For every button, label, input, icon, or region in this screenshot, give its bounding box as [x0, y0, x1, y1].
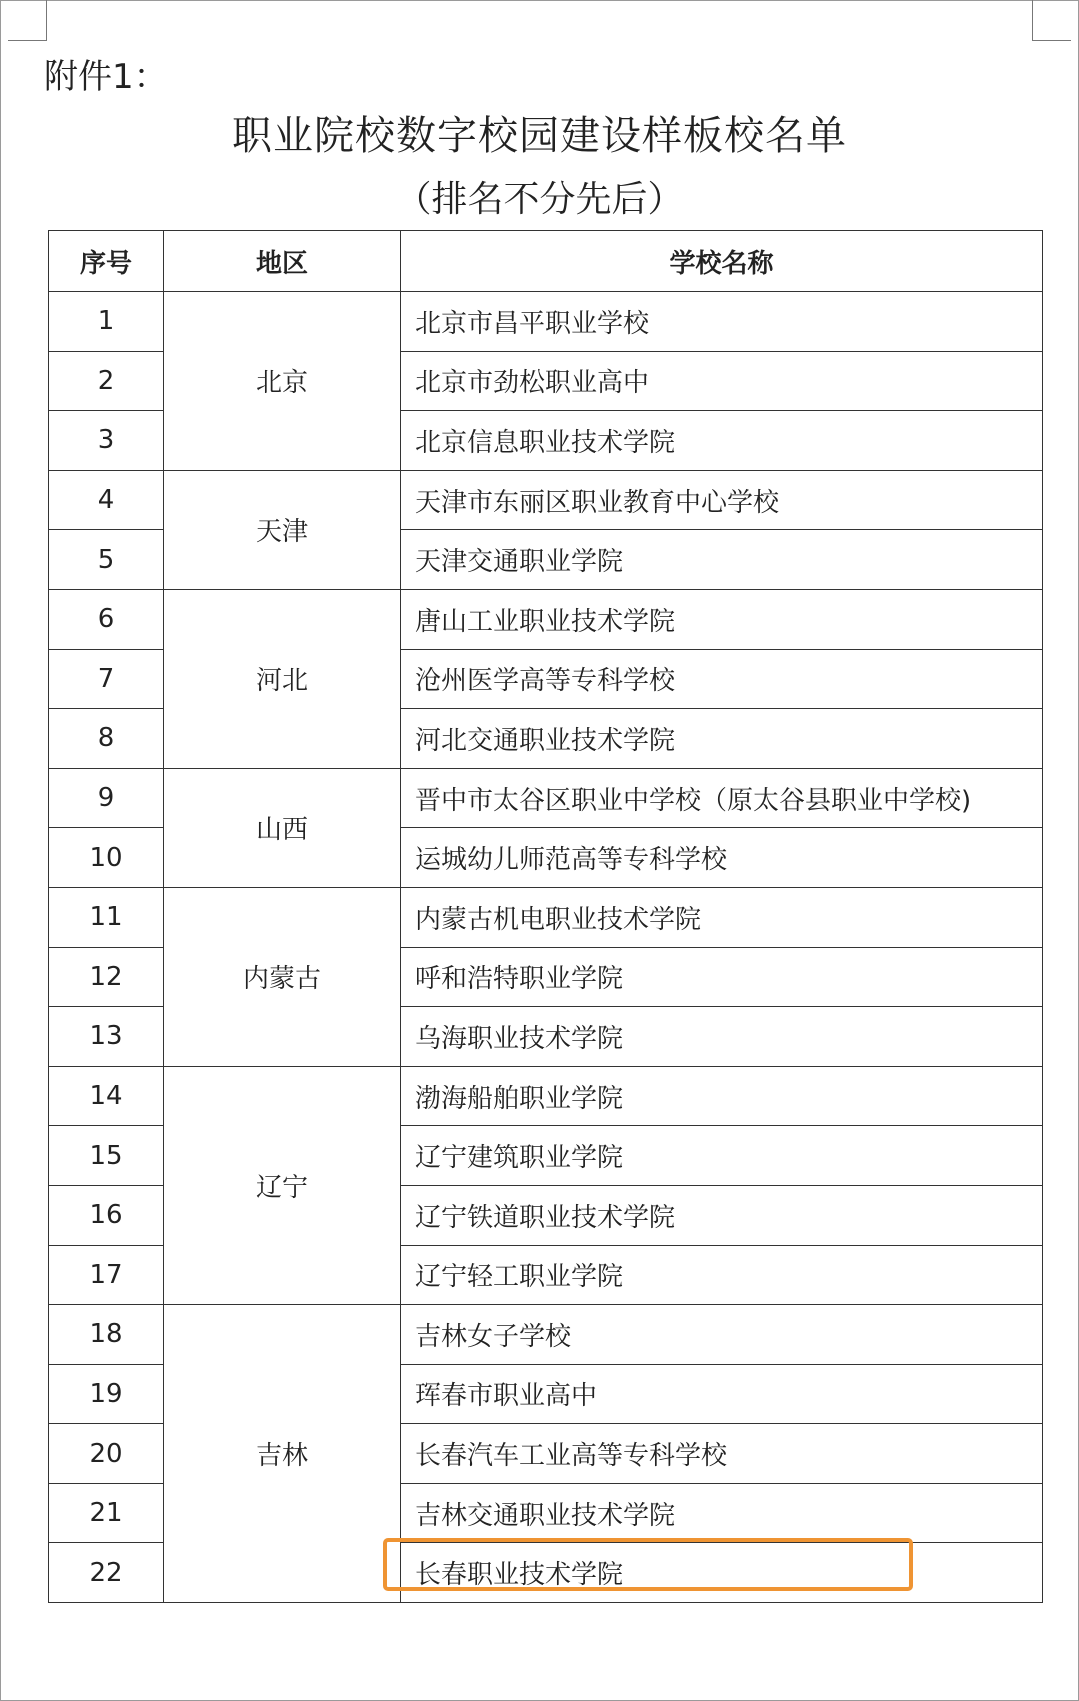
school-name: 北京信息职业技术学院 [401, 411, 1043, 471]
school-name: 晋中市太谷区职业中学校（原太谷县职业中学校) [401, 768, 1043, 828]
document-title: 职业院校数字校园建设样板校名单 [232, 113, 847, 159]
school-name: 渤海船舶职业学院 [401, 1066, 1043, 1126]
row-number: 19 [49, 1364, 164, 1424]
row-number: 21 [49, 1483, 164, 1543]
school-name: 天津交通职业学院 [401, 530, 1043, 590]
school-name: 辽宁建筑职业学院 [401, 1126, 1043, 1186]
table-row [49, 887, 1043, 947]
row-number: 4 [49, 470, 164, 530]
school-name: 河北交通职业技术学院 [401, 709, 1043, 769]
row-number: 17 [49, 1245, 164, 1305]
attachment-label: 附件1： [44, 57, 168, 97]
school-name: 北京市昌平职业学校 [401, 292, 1043, 352]
row-number: 20 [49, 1424, 164, 1484]
row-number: 10 [49, 828, 164, 888]
table-row [49, 768, 1043, 828]
row-number: 3 [49, 411, 164, 471]
region-cell: 天津 [164, 470, 401, 589]
school-name: 辽宁轻工职业学院 [401, 1245, 1043, 1305]
school-name: 吉林交通职业技术学院 [401, 1483, 1043, 1543]
table-row [49, 589, 1043, 649]
school-name: 乌海职业技术学院 [401, 1007, 1043, 1067]
region-cell: 吉林 [164, 1305, 401, 1603]
row-number: 5 [49, 530, 164, 590]
region-cell: 河北 [164, 589, 401, 768]
table-row [49, 1066, 1043, 1126]
school-name: 吉林女子学校 [401, 1305, 1043, 1365]
crop-mark-left [8, 0, 47, 41]
region-cell: 内蒙古 [164, 887, 401, 1066]
header-no: 序号 [49, 231, 164, 292]
school-name: 珲春市职业高中 [401, 1364, 1043, 1424]
highlight-box [383, 1538, 913, 1591]
region-cell: 山西 [164, 768, 401, 887]
row-number: 22 [49, 1543, 164, 1603]
row-number: 14 [49, 1066, 164, 1126]
region-cell: 辽宁 [164, 1066, 401, 1304]
row-number: 18 [49, 1305, 164, 1365]
school-name: 长春汽车工业高等专科学校 [401, 1424, 1043, 1484]
row-number: 16 [49, 1185, 164, 1245]
document-subtitle: （排名不分先后） [395, 179, 684, 220]
header-region: 地区 [164, 231, 401, 292]
row-number: 12 [49, 947, 164, 1007]
school-list-table [48, 230, 1043, 1603]
school-name: 唐山工业职业技术学院 [401, 589, 1043, 649]
header-school-name: 学校名称 [401, 231, 1043, 292]
row-number: 2 [49, 351, 164, 411]
table-row [49, 292, 1043, 352]
school-name: 辽宁铁道职业技术学院 [401, 1185, 1043, 1245]
school-name: 北京市劲松职业高中 [401, 351, 1043, 411]
row-number: 6 [49, 589, 164, 649]
row-number: 9 [49, 768, 164, 828]
school-name: 长春职业技术学院 [401, 1543, 1043, 1603]
row-number: 13 [49, 1007, 164, 1067]
table-body [49, 292, 1043, 1603]
table-row [49, 470, 1043, 530]
row-number: 1 [49, 292, 164, 352]
school-name: 呼和浩特职业学院 [401, 947, 1043, 1007]
table-row [49, 1305, 1043, 1365]
school-name: 运城幼儿师范高等专科学校 [401, 828, 1043, 888]
school-name: 天津市东丽区职业教育中心学校 [401, 470, 1043, 530]
school-name: 内蒙古机电职业技术学院 [401, 887, 1043, 947]
region-cell: 北京 [164, 292, 401, 471]
row-number: 11 [49, 887, 164, 947]
row-number: 15 [49, 1126, 164, 1186]
row-number: 8 [49, 709, 164, 769]
row-number: 7 [49, 649, 164, 709]
crop-mark-right [1032, 0, 1071, 41]
school-name: 沧州医学高等专科学校 [401, 649, 1043, 709]
table-header-row [49, 231, 1043, 292]
